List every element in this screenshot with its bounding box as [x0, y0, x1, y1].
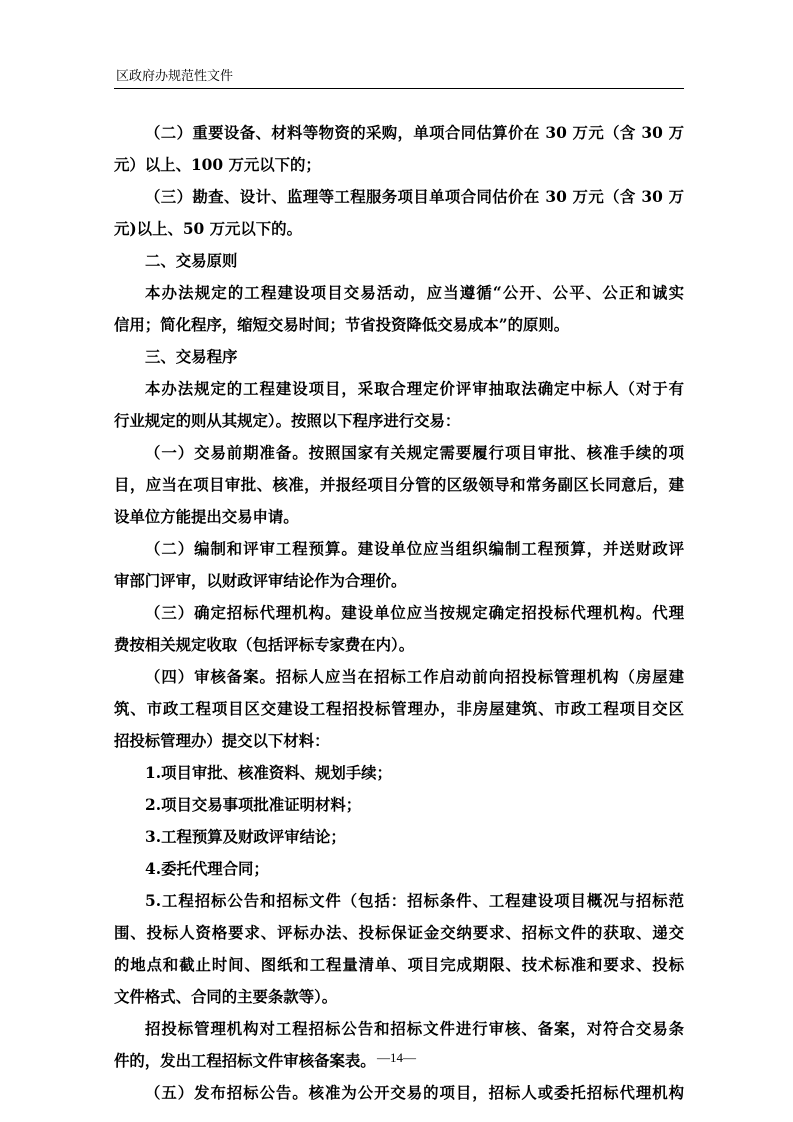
paragraph-line: 围、投标人资格要求、评标办法、投标保证金交纳要求、招标文件的获取、递交 — [114, 924, 684, 942]
page-header — [114, 68, 684, 89]
paragraph-line: 本办法规定的工程建设项目交易活动，应当遵循“公开、公平、公正和诚实 — [145, 284, 684, 302]
list-item: 4.委托代理合同； — [145, 860, 269, 878]
paragraph-line: 目，应当在项目审批、核准，并报经项目分管的区级领导和常务副区长同意后，建 — [114, 476, 684, 494]
paragraph-line: 元)以上、50 万元以下的。 — [114, 220, 302, 238]
paragraph-line: 费按相关规定收取（包括评标专家费在内）。 — [114, 636, 415, 654]
paragraph-line: 文件格式、合同的主要条款等）。 — [114, 988, 338, 1006]
document-body — [114, 117, 684, 1109]
paragraph-line: （五）发布招标公告。核准为公开交易的项目，招标人或委托招标代理机构 — [145, 1084, 684, 1102]
paragraph-line: 设单位方能提出交易申请。 — [114, 508, 299, 526]
list-item: 3.工程预算及财政评审结论； — [145, 828, 346, 846]
paragraph-line: （四）审核备案。招标人应当在招标工作启动前向招投标管理机构（房屋建 — [145, 668, 684, 686]
paragraph-line: 招投标管理办）提交以下材料： — [114, 732, 330, 750]
paragraph-line: （三）勘查、设计、监理等工程服务项目单项合同估价在 30 万元（含 30 万 — [145, 188, 684, 206]
paragraph-line: 本办法规定的工程建设项目，采取合理定价评审抽取法确定中标人（对于有 — [145, 380, 684, 398]
paragraph-line: 审部门评审，以财政评审结论作为合理价。 — [114, 572, 407, 590]
page-number: —14— — [377, 1050, 416, 1065]
header-title: 区政府办规范性文件 — [116, 69, 234, 84]
paragraph-line: 招投标管理机构对工程招标公告和招标文件进行审核、备案，对符合交易条 — [145, 1020, 684, 1038]
paragraph-line: 信用；简化程序，缩短交易时间；节省投资降低交易成本”的原则。 — [114, 316, 570, 334]
list-item: 5.工程招标公告和招标文件（包括：招标条件、工程建设项目概况与招标范 — [145, 892, 684, 910]
list-item: 2.项目交易事项批准证明材料； — [145, 796, 362, 814]
paragraph-line: 件的，发出工程招标文件审核备案表。 — [114, 1052, 376, 1070]
list-item: 1.项目审批、核准资料、规划手续； — [145, 764, 392, 782]
section-heading: 二、交易原则 — [145, 252, 238, 270]
paragraph-line: 筑、市政工程项目区交建设工程招投标管理办，非房屋建筑、市政工程项目交区 — [114, 700, 684, 718]
section-heading: 三、交易程序 — [145, 348, 238, 366]
paragraph-line: （二）编制和评审工程预算。建设单位应当组织编制工程预算，并送财政评 — [145, 540, 684, 558]
paragraph-line: （一）交易前期准备。按照国家有关规定需要履行项目审批、核准手续的项 — [145, 444, 684, 462]
paragraph-line: 的地点和截止时间、图纸和工程量清单、项目完成期限、技术标准和要求、投标 — [114, 956, 684, 974]
paragraph-line: （三）确定招标代理机构。建设单位应当按规定确定招投标代理机构。代理 — [145, 604, 684, 622]
paragraph-line: （二）重要设备、材料等物资的采购，单项合同估算价在 30 万元（含 30 万 — [145, 124, 684, 142]
paragraph-line: 行业规定的则从其规定）。按照以下程序进行交易： — [114, 412, 461, 430]
paragraph-line: 元）以上、100 万元以下的； — [114, 156, 321, 174]
